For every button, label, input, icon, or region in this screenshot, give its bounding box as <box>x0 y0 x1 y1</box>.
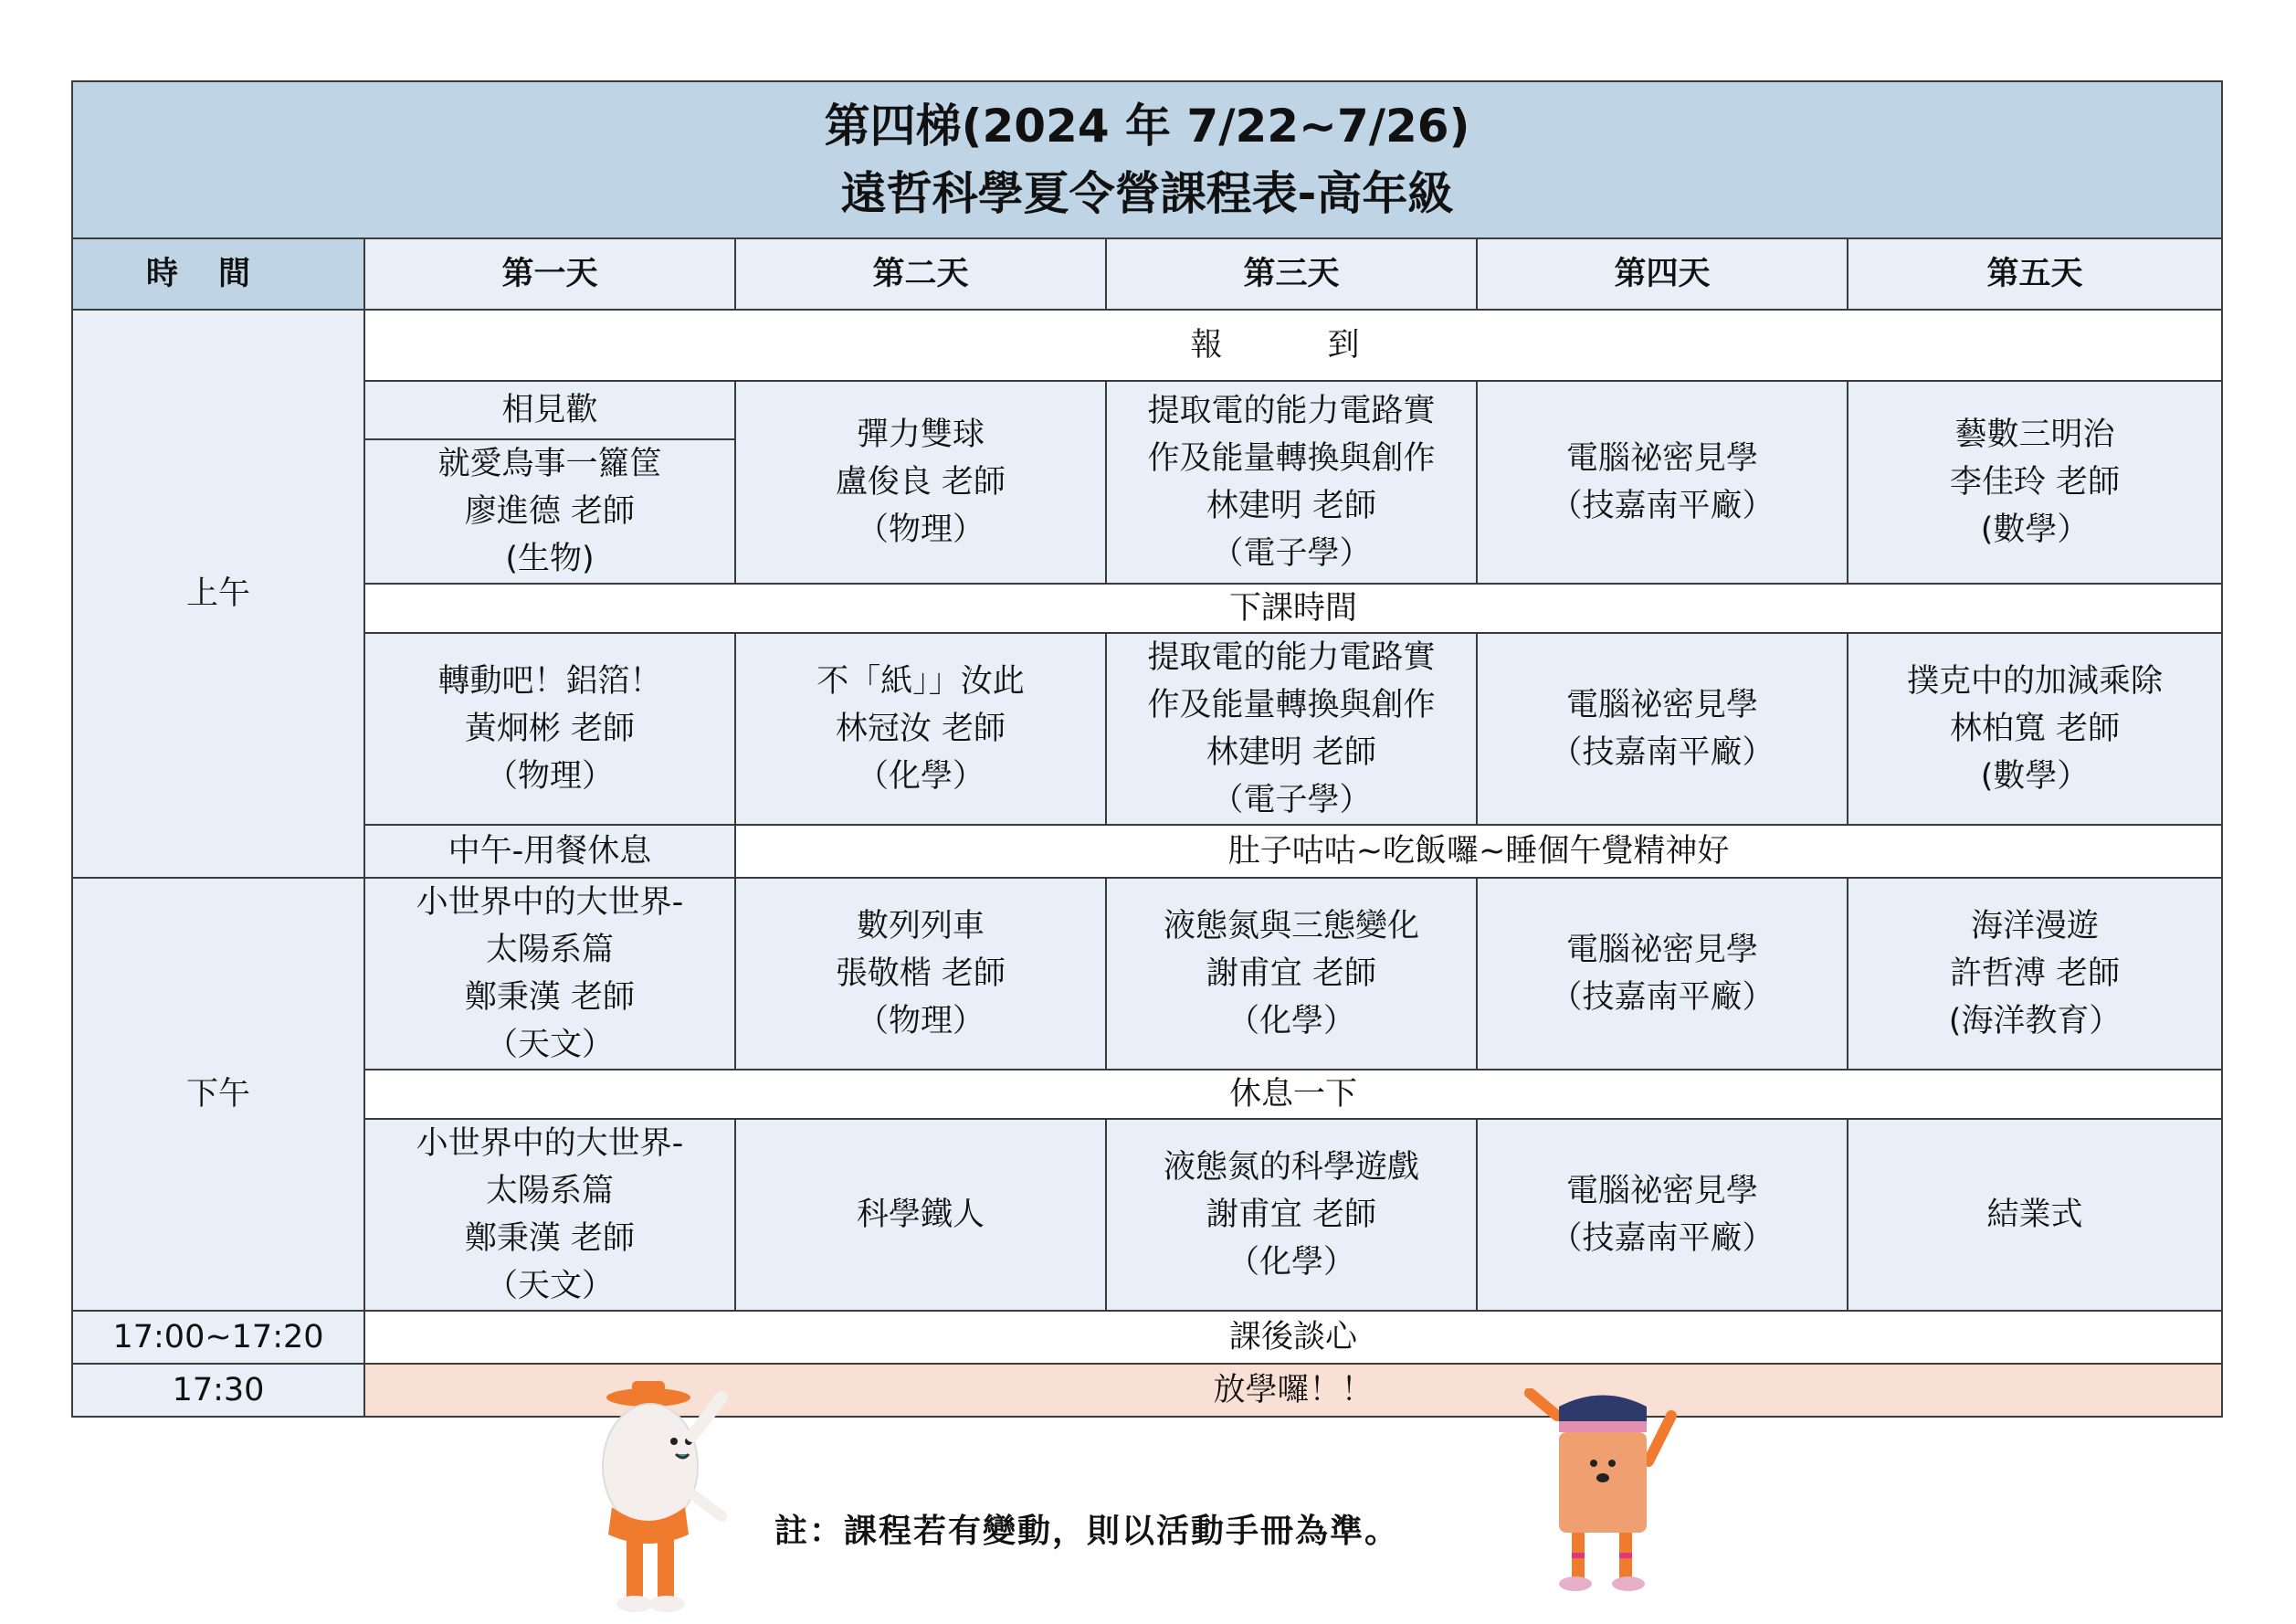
after-class-cell: 課後談心 <box>364 1311 2222 1364</box>
lunch-cell: 肚子咕咕~吃飯囉~睡個午覺精神好 <box>735 825 2222 878</box>
course-line: （物理） <box>485 758 614 795</box>
schedule-table <box>71 80 2223 1418</box>
pm1-day3 <box>1106 878 1477 1070</box>
day-header-3: 第三天 <box>1106 238 1477 310</box>
course-line: 許哲溥 老師 <box>1949 955 2121 992</box>
course-line: 海洋漫遊 <box>1971 908 2100 944</box>
course-line: 黃炯彬 老師 <box>464 711 636 747</box>
course-line: 謝甫宜 老師 <box>1206 1197 1377 1233</box>
course-line: 林冠汝 老師 <box>835 711 1006 747</box>
pm1-day4 <box>1477 878 1848 1070</box>
course-line: 林建明 老師 <box>1206 734 1377 771</box>
course-line: 彈力雙球 <box>856 417 985 453</box>
course-line: 林柏寬 老師 <box>1949 711 2121 747</box>
pm1-day2 <box>735 878 1106 1070</box>
period-lunch: 中午-用餐休息 <box>364 825 735 878</box>
checkin-cell <box>364 310 2222 381</box>
am1-day3 <box>1106 381 1477 584</box>
break1-cell: 下課時間 <box>364 584 2222 633</box>
course-line: （天文） <box>485 1268 614 1304</box>
footnote: 註：課程若有變動，則以活動手冊為準。 <box>774 1513 1400 1550</box>
schedule-title <box>72 81 2222 238</box>
course-line: （技嘉南平廠） <box>1550 734 1775 771</box>
am1-day1 <box>364 439 735 584</box>
course-line: （技嘉南平廠） <box>1550 488 1775 524</box>
course-line: 電腦祕密見學 <box>1565 932 1758 968</box>
after-class-time: 17:00~17:20 <box>72 1311 364 1364</box>
course-line: （物理） <box>856 511 985 548</box>
course-line: 藝數三明治 <box>1954 417 2115 453</box>
course-line: （電子學） <box>1211 535 1372 572</box>
course-line: 提取電的能力電路實 <box>1147 639 1436 676</box>
course-line: （技嘉南平廠） <box>1550 1220 1775 1257</box>
course-line: 林建明 老師 <box>1206 488 1377 524</box>
course-line: (生物) <box>505 541 595 577</box>
course-line: 電腦祕密見學 <box>1565 440 1758 477</box>
course-line: 小世界中的大世界- <box>416 1125 684 1162</box>
break2-cell: 休息一下 <box>364 1070 2222 1119</box>
am2-day5 <box>1848 633 2222 825</box>
course-line: 鄭秉漢 老師 <box>464 1220 636 1257</box>
am2-day4 <box>1477 633 1848 825</box>
period-afternoon: 下午 <box>72 878 364 1311</box>
course-line: 盧俊良 老師 <box>835 464 1006 501</box>
pm2-day5 <box>1848 1119 2222 1311</box>
title-line-2: 遠哲科學夏令營課程表-高年級 <box>840 167 1454 220</box>
course-line: 謝甫宜 老師 <box>1206 955 1377 992</box>
course-line: （物理） <box>856 1003 985 1039</box>
course-line: 結業式 <box>1986 1197 2083 1233</box>
course-line: 小世界中的大世界- <box>416 884 684 921</box>
day-header-2: 第二天 <box>735 238 1106 310</box>
course-line: （電子學） <box>1211 782 1372 818</box>
time-header: 時間 <box>72 238 364 310</box>
am1-day1-top: 相見歡 <box>364 381 735 439</box>
am1-day5 <box>1848 381 2222 584</box>
pm1-day5 <box>1848 878 2222 1070</box>
course-line: （技嘉南平廠） <box>1550 979 1775 1016</box>
egg-mascot-illustration <box>585 1370 758 1617</box>
course-line: (海洋教育） <box>1948 1003 2122 1039</box>
course-line: 太陽系篇 <box>485 1173 614 1209</box>
course-line: 科學鐵人 <box>856 1197 985 1233</box>
course-line: 撲克中的加減乘除 <box>1907 663 2164 700</box>
course-line: 作及能量轉換與創作 <box>1147 440 1436 477</box>
course-line: 作及能量轉換與創作 <box>1147 687 1436 723</box>
course-line: (數學） <box>1980 758 2090 795</box>
course-line: 電腦祕密見學 <box>1565 1173 1758 1209</box>
dismiss-cell: 放學囉！！ <box>364 1364 2222 1417</box>
course-line: （化學） <box>1227 1003 1355 1039</box>
course-line: (數學） <box>1980 511 2090 548</box>
am1-day4 <box>1477 381 1848 584</box>
pm2-day2 <box>735 1119 1106 1311</box>
pm2-day4 <box>1477 1119 1848 1311</box>
course-line: （天文） <box>485 1027 614 1063</box>
course-line: （化學） <box>856 758 985 795</box>
course-line: 轉動吧！鋁箔！ <box>437 663 662 700</box>
course-line: 液態氮的科學遊戲 <box>1163 1149 1419 1186</box>
course-line: 不「紙」」汝此 <box>816 663 1025 700</box>
am2-day1 <box>364 633 735 825</box>
day-header-1: 第一天 <box>364 238 735 310</box>
title-line-1: 第四梯(2024 年 7/22~7/26) <box>824 100 1470 153</box>
pm2-day3 <box>1106 1119 1477 1311</box>
course-line: （化學） <box>1227 1244 1355 1281</box>
am2-day2 <box>735 633 1106 825</box>
course-line: 電腦祕密見學 <box>1565 687 1758 723</box>
course-line: 太陽系篇 <box>485 932 614 968</box>
dismiss-time: 17:30 <box>72 1364 364 1417</box>
checkin-label: 報 到 <box>1190 327 1396 364</box>
pm2-day1 <box>364 1119 735 1311</box>
day-header-5: 第五天 <box>1848 238 2222 310</box>
course-line: 張敬楷 老師 <box>835 955 1006 992</box>
course-line: 數列列車 <box>856 908 985 944</box>
course-line: 液態氮與三態變化 <box>1163 908 1419 944</box>
course-line: 李佳玲 老師 <box>1949 464 2121 501</box>
course-line: 鄭秉漢 老師 <box>464 979 636 1016</box>
course-line: 提取電的能力電路實 <box>1147 393 1436 429</box>
pm1-day1 <box>364 878 735 1070</box>
period-morning: 上午 <box>72 310 364 878</box>
course-line: 就愛鳥事一籮筐 <box>437 446 662 482</box>
block-mascot-illustration <box>1521 1388 1685 1598</box>
am1-day2 <box>735 381 1106 584</box>
course-line: 廖進德 老師 <box>464 493 636 530</box>
day-header-4: 第四天 <box>1477 238 1848 310</box>
am2-day3 <box>1106 633 1477 825</box>
